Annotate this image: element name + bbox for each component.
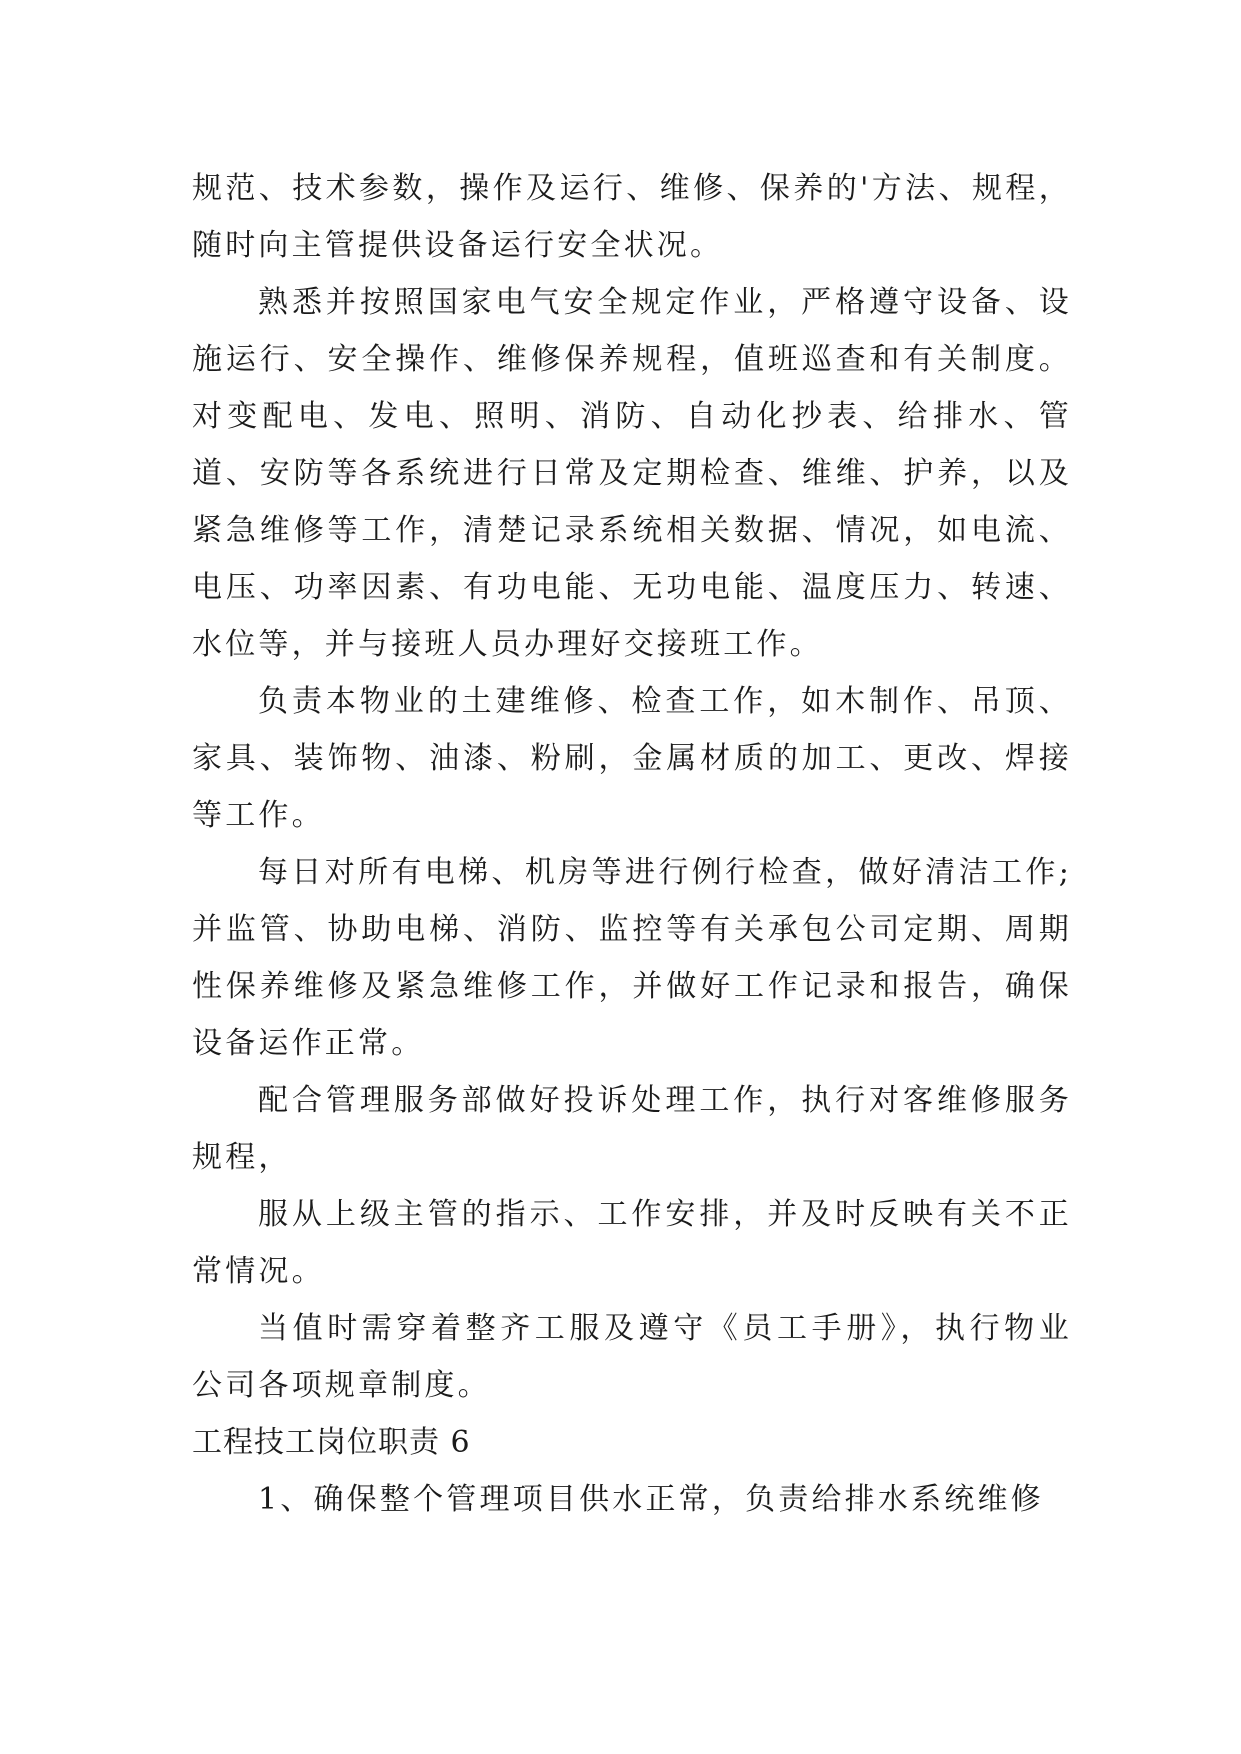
document-page (192, 160, 1072, 1528)
paragraph-obey-supervisor: 服从上级主管的指示、工作安排，并及时反映有关不正常情况。 (192, 1197, 1072, 1289)
paragraph-complaint-handling: 配合管理服务部做好投诉处理工作，执行对客维修服务规程， (192, 1083, 1072, 1175)
paragraph-continuation: 规范、技术参数，操作及运行、维修、保养的'方法、规程，随时向主管提供设备运行安全状况。 (192, 171, 1072, 263)
paragraph-water-supply: 1、确保整个管理项目供水正常，负责给排水系统维修 (258, 1482, 1044, 1517)
paragraph-elevator-inspection: 每日对所有电梯、机房等进行例行检查，做好清洁工作;并监管、协助电梯、消防、监控等有关承包公司定期、周期性保养维修及紧急维修工作，并做好工作记录和报告，确保设备运作正常。 (192, 855, 1072, 1061)
paragraph-electrical-safety: 熟悉并按照国家电气安全规定作业，严格遵守设备、设施运行、安全操作、维修保养规程，值班巡查和有关制度。对变配电、发电、照明、消防、自动化抄表、给排水、管道、安防等各系统进行日常及定期检查、维维、护养，以及紧急维修等工作，清楚记录系统相关数据、情况，如电流、电压、功率因素、有功电能、无功电能、温度压力、转速、水位等，并与接班人员办理好交接班工作。 (192, 285, 1072, 662)
paragraph-uniform-rules: 当值时需穿着整齐工服及遵守《员工手册》，执行物业公司各项规章制度。 (192, 1311, 1072, 1403)
paragraph-civil-maintenance: 负责本物业的土建维修、检查工作，如木制作、吊顶、家具、装饰物、油漆、粉刷，金属材质的加工、更改、焊接等工作。 (192, 684, 1072, 833)
section-heading: 工程技工岗位职责 6 (192, 1425, 471, 1460)
